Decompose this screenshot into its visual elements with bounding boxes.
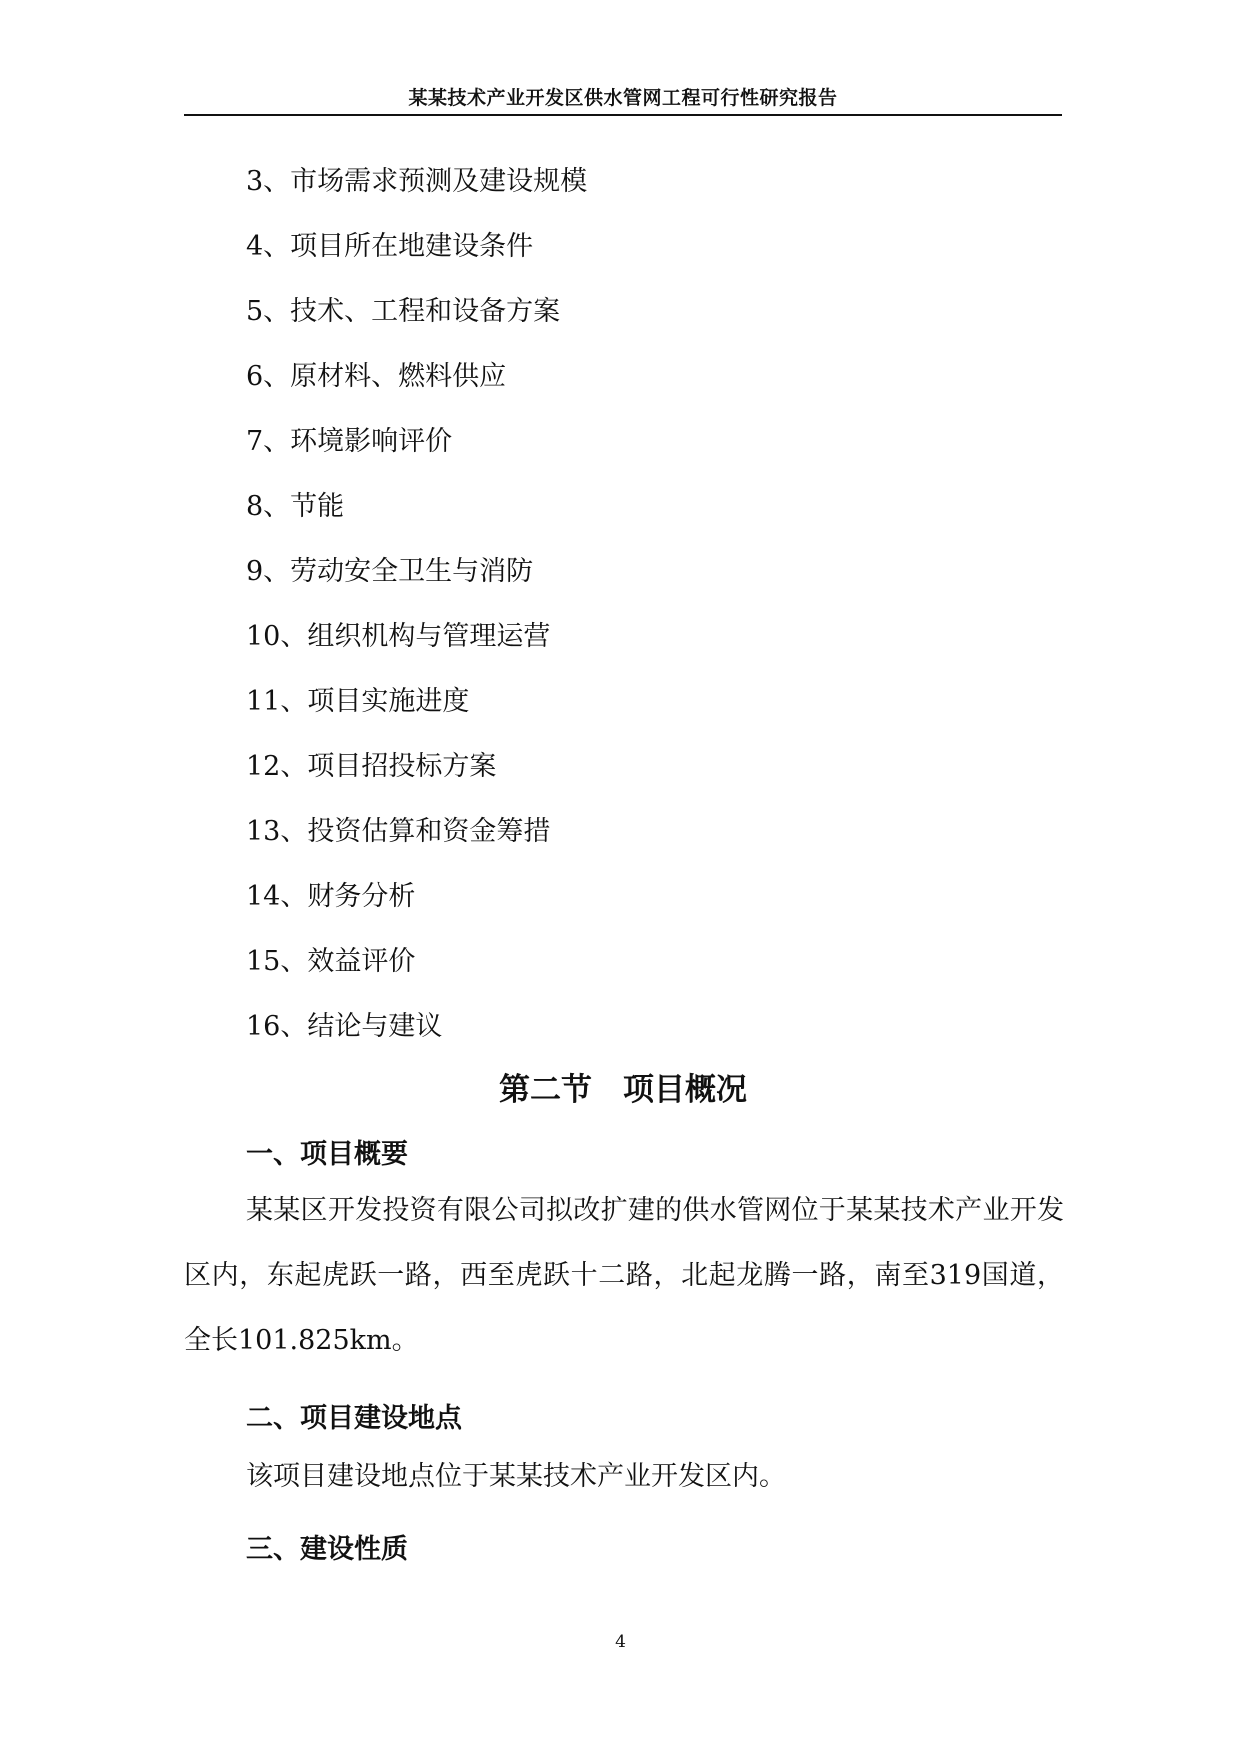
chapter-list-item: 14、财务分析 <box>246 881 416 912</box>
chapter-list-item: 9、劳动安全卫生与消防 <box>246 556 534 587</box>
chapter-list-item: 4、项目所在地建设条件 <box>246 231 534 262</box>
document-title: 某某技术产业开发区供水管网工程可行性研究报告 <box>408 87 838 109</box>
section-title: 第二节 项目概况 <box>499 1072 747 1108</box>
chapter-list-item: 15、效益评价 <box>246 946 416 977</box>
chapter-list-item: 7、环境影响评价 <box>246 426 453 457</box>
chapter-list-item: 3、市场需求预测及建设规模 <box>246 166 588 197</box>
chapter-list-item: 16、结论与建议 <box>246 1011 443 1042</box>
subsection-heading-nature: 三、建设性质 <box>246 1534 408 1565</box>
chapter-list-item: 11、项目实施进度 <box>246 686 470 717</box>
overview-paragraph: 某某区开发投资有限公司拟改扩建的供水管网位于某某技术产业开发区内，东起虎跃一路，西至虎跃十二路，北起龙腾一路，南至319国道，全长101.825km。 <box>184 1195 1064 1356</box>
chapter-list-item: 6、原材料、燃料供应 <box>246 361 507 392</box>
subsection-heading-overview: 一、项目概要 <box>246 1139 408 1170</box>
header-divider <box>184 114 1062 116</box>
page-number: 4 <box>615 1632 626 1652</box>
subsection-heading-location: 二、项目建设地点 <box>246 1403 462 1434</box>
chapter-list-item: 5、技术、工程和设备方案 <box>246 296 561 327</box>
chapter-list-item: 13、投资估算和资金筹措 <box>246 816 551 847</box>
chapter-list-item: 8、节能 <box>246 491 345 522</box>
location-paragraph: 该项目建设地点位于某某技术产业开发区内。 <box>246 1461 786 1492</box>
chapter-list-item: 10、组织机构与管理运营 <box>246 621 551 652</box>
chapter-list-item: 12、项目招投标方案 <box>246 751 497 782</box>
chapter-list <box>246 160 587 1070</box>
